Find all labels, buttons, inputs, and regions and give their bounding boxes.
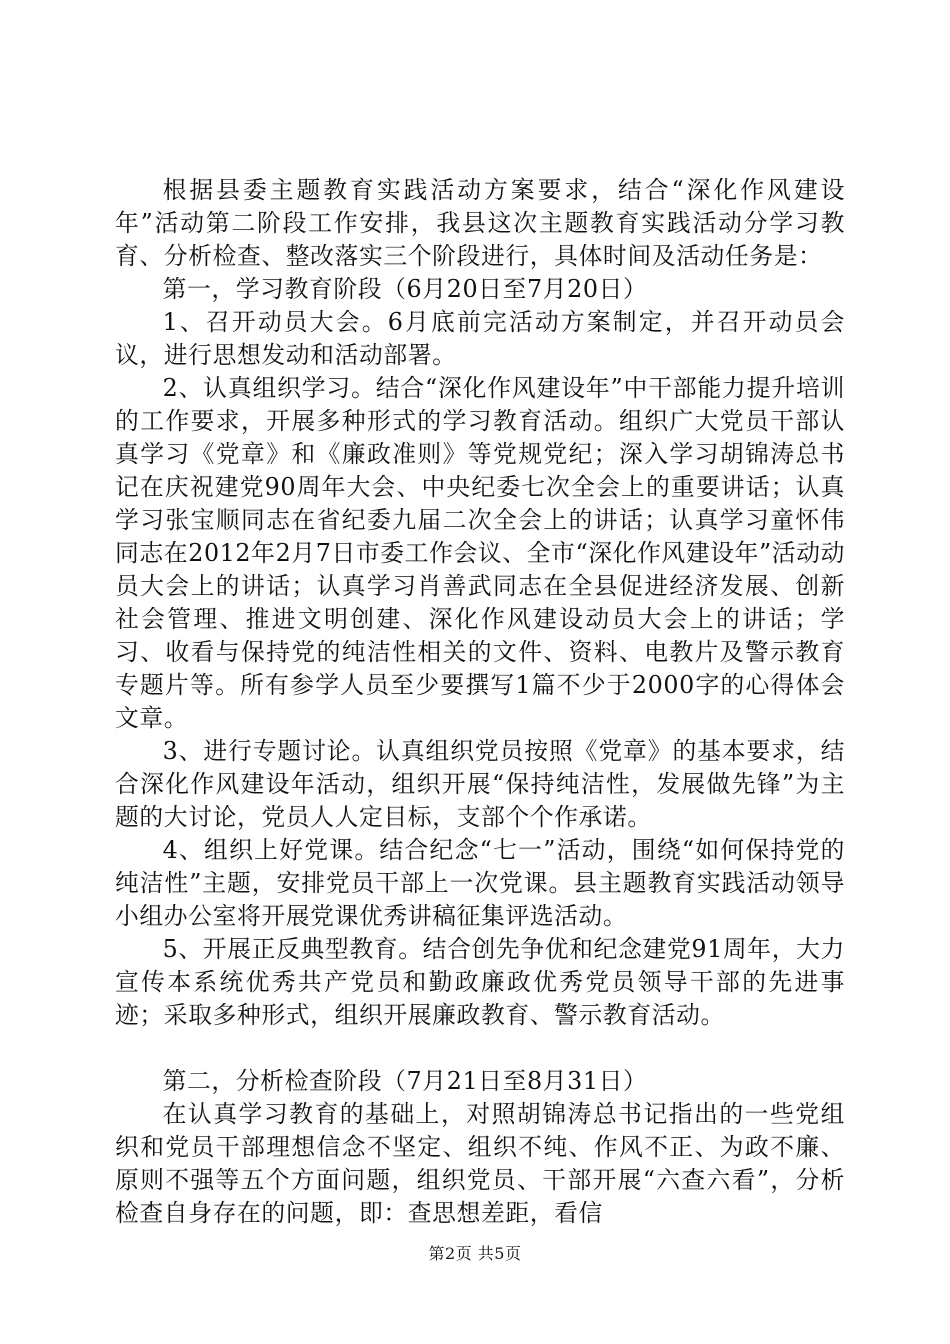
stage-one-item-5: 5、开展正反典型教育。结合创先争优和纪念建党91周年，大力宣传本系统优秀共产党员和勤政廉政优秀党员领导干部的先进事迹；采取多种形式，组织开展廉政教育、警示教育活动。 — [115, 935, 845, 1029]
page-footer: 第2页 共5页 — [428, 1244, 522, 1263]
stage-one-item-3: 3、进行专题讨论。认真组织党员按照《党章》的基本要求，结合深化作风建设年活动，组织开展“保持纯洁性，发展做先锋”为主题的大讨论，党员人人定目标，支部个个作承诺。 — [115, 737, 845, 831]
stage-one-item-1: 1、召开动员大会。6月底前完活动方案制定，并召开动员会议，进行思想发动和活动部署。 — [115, 308, 845, 369]
stage-two-heading: 第二，分析检查阶段（7月21日至8月31日） — [162, 1067, 648, 1095]
paragraph-spacer — [115, 1032, 845, 1065]
stage-two-paragraph: 在认真学习教育的基础上，对照胡锦涛总书记指出的一些党组织和党员干部理想信念不坚定、组织不纯、作风不正、为政不廉、原则不强等五个方面问题，组织党员、干部开展“六查六看”，分析检查自身存在的问题，即：查思想差距，看信 — [115, 1100, 845, 1227]
stage-one-item-2: 2、认真组织学习。结合“深化作风建设年”中干部能力提升培训的工作要求，开展多种形式的学习教育活动。组织广大党员干部认真学习《党章》和《廉政准则》等党规党纪；深入学习胡锦涛总书记在庆祝建党90周年大会、中央纪委七次全会上的重要讲话；认真学习张宝顺同志在省纪委九届二次全会上的讲话；认真学习童怀伟同志在2012年2月7日市委工作会议、全市“深化作风建设年”活动动员大会上的讲话；认真学习肖善武同志在全县促进经济发展、创新社会管理、推进文明创建、深化作风建设动员大会上的讲话；学习、收看与保持党的纯洁性相关的文件、资料、电教片及警示教育专题片等。所有参学人员至少要撰写1篇不少于2000字的心得体会文章。 — [115, 374, 845, 732]
intro-paragraph: 根据县委主题教育实践活动方案要求，结合“深化作风建设年”活动第二阶段工作安排，我县这次主题教育实践活动分学习教育、分析检查、整改落实三个阶段进行，具体时间及活动任务是： — [115, 176, 845, 270]
document-body — [115, 174, 845, 1230]
stage-one-item-4: 4、组织上好党课。结合纪念“七一”活动，围绕“如何保持党的纯洁性”主题，安排党员干部上一次党课。县主题教育实践活动领导小组办公室将开展党课优秀讲稿征集评选活动。 — [115, 836, 845, 930]
stage-one-heading: 第一，学习教育阶段（6月20日至7月20日） — [162, 275, 648, 303]
